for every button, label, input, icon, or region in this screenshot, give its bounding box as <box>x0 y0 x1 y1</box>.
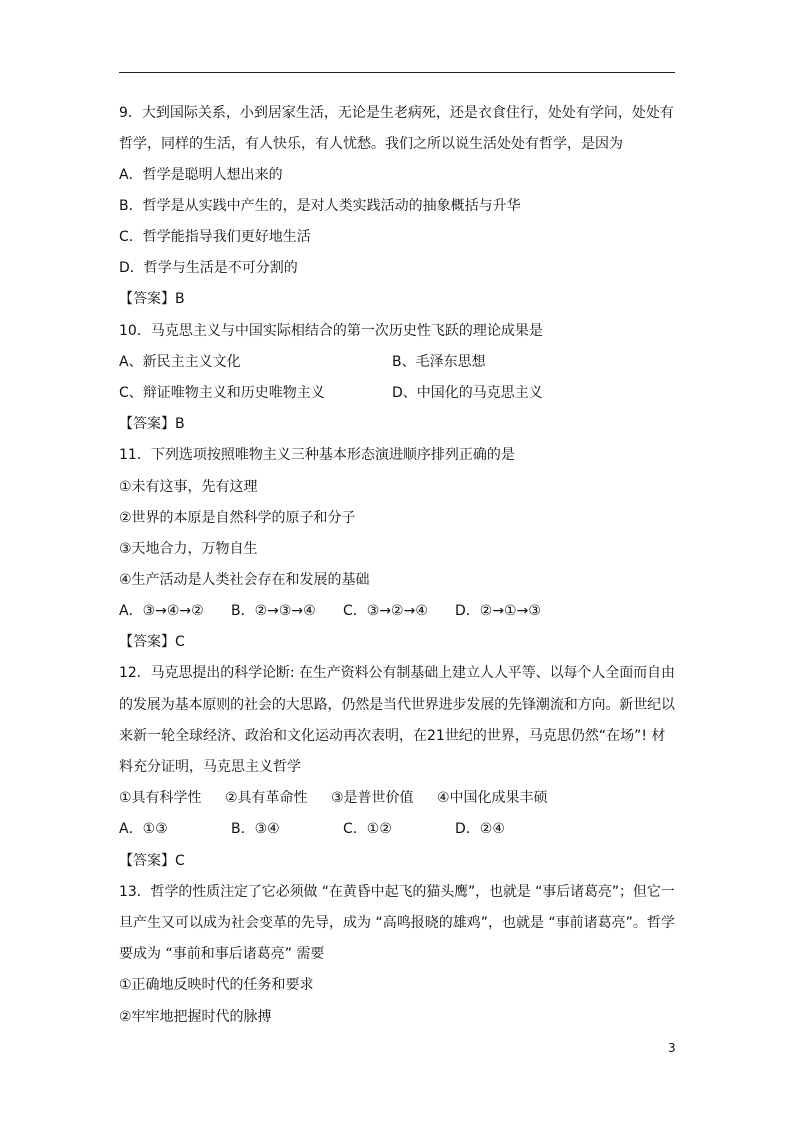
q12-option-c: C．①② <box>343 821 392 837</box>
q12-stem-line-4: 料充分证明，马克思主义哲学 <box>119 759 301 775</box>
q12-option-b: B．③④ <box>231 821 280 837</box>
q11-statement-3: ③天地合力，万物自生 <box>119 541 258 557</box>
q9-option-a: A．哲学是聪明人想出来的 <box>119 167 283 183</box>
q9-answer: 【答案】B <box>119 291 185 307</box>
q11-statement-1: ①未有这事，先有这理 <box>119 479 258 495</box>
q10-option-b: B、毛泽东思想 <box>392 354 486 370</box>
q12-statement-4: ④中国化成果丰硕 <box>437 790 548 806</box>
q12-stem-line-3: 来新一轮全球经济、政治和文化运动再次表明，在21世纪的世界，马克思仍然“在场”! 材 <box>119 728 666 744</box>
q11-stem: 11．下列选项按照唯物主义三种基本形态演进顺序排列正确的是 <box>119 447 515 463</box>
q10-answer: 【答案】B <box>119 416 185 432</box>
q10-option-a: A、新民主主义文化 <box>119 354 241 370</box>
q10-stem: 10．马克思主义与中国实际相结合的第一次历史性飞跃的理论成果是 <box>119 323 543 339</box>
q9-option-d: D．哲学与生活是不可分割的 <box>119 260 298 276</box>
q11-option-c: C．③→②→④ <box>343 603 428 619</box>
q13-stem-line-1: 13．哲学的性质注定了它必须做 “在黄昏中起飞的猫头鹰”，也就是 “事后诸葛亮”；但它一 <box>119 884 675 900</box>
q12-statement-2: ②具有革命性 <box>225 790 308 806</box>
header-rule <box>119 72 675 73</box>
q10-option-c: C、辩证唯物主义和历史唯物主义 <box>119 385 325 401</box>
q11-answer: 【答案】C <box>119 634 185 650</box>
q12-statement-3: ③是普世价值 <box>331 790 414 806</box>
q10-option-d: D、中国化的马克思主义 <box>392 385 543 401</box>
q12-stem-line-2: 的发展为基本原则的社会的大思路，仍然是当代世界进步发展的先锋潮流和方向。新世纪以 <box>119 697 675 713</box>
q11-option-b: B．②→③→④ <box>231 603 316 619</box>
q9-stem-line-1: 9．大到国际关系，小到居家生活，无论是生老病死，还是衣食住行，处处有学问，处处有 <box>119 105 674 121</box>
q9-option-c: C．哲学能指导我们更好地生活 <box>119 229 311 245</box>
q11-statement-2: ②世界的本原是自然科学的原子和分子 <box>119 510 356 526</box>
q13-stem-line-3: 要成为 “事前和事后诸葛亮” 需要 <box>119 946 325 962</box>
q9-option-b: B．哲学是从实践中产生的，是对人类实践活动的抽象概括与升华 <box>119 198 521 214</box>
q13-statement-2: ②牢牢地把握时代的脉搏 <box>119 1009 272 1025</box>
q12-stem-line-1: 12．马克思提出的科学论断: 在生产资料公有制基础上建立人人平等、以每个人全面而自由 <box>119 665 675 681</box>
q11-statement-4: ④生产活动是人类社会存在和发展的基础 <box>119 572 370 588</box>
q12-answer: 【答案】C <box>119 853 185 869</box>
q11-option-d: D．②→①→③ <box>455 603 541 619</box>
q12-option-d: D．②④ <box>455 821 505 837</box>
q9-stem-line-2: 哲学，同样的生活，有人快乐，有人忧愁。我们之所以说生活处处有哲学，是因为 <box>119 136 623 152</box>
q13-statement-1: ①正确地反映时代的任务和要求 <box>119 977 314 993</box>
q11-option-a: A．③→④→② <box>119 603 204 619</box>
q13-stem-line-2: 旦产生又可以成为社会变革的先导，成为 “高鸣报晓的雄鸡”，也就是 “事前诸葛亮”。哲学 <box>119 915 675 931</box>
q12-statement-1: ①具有科学性 <box>119 790 202 806</box>
page-number: 3 <box>668 1041 676 1055</box>
q12-option-a: A．①③ <box>119 821 168 837</box>
